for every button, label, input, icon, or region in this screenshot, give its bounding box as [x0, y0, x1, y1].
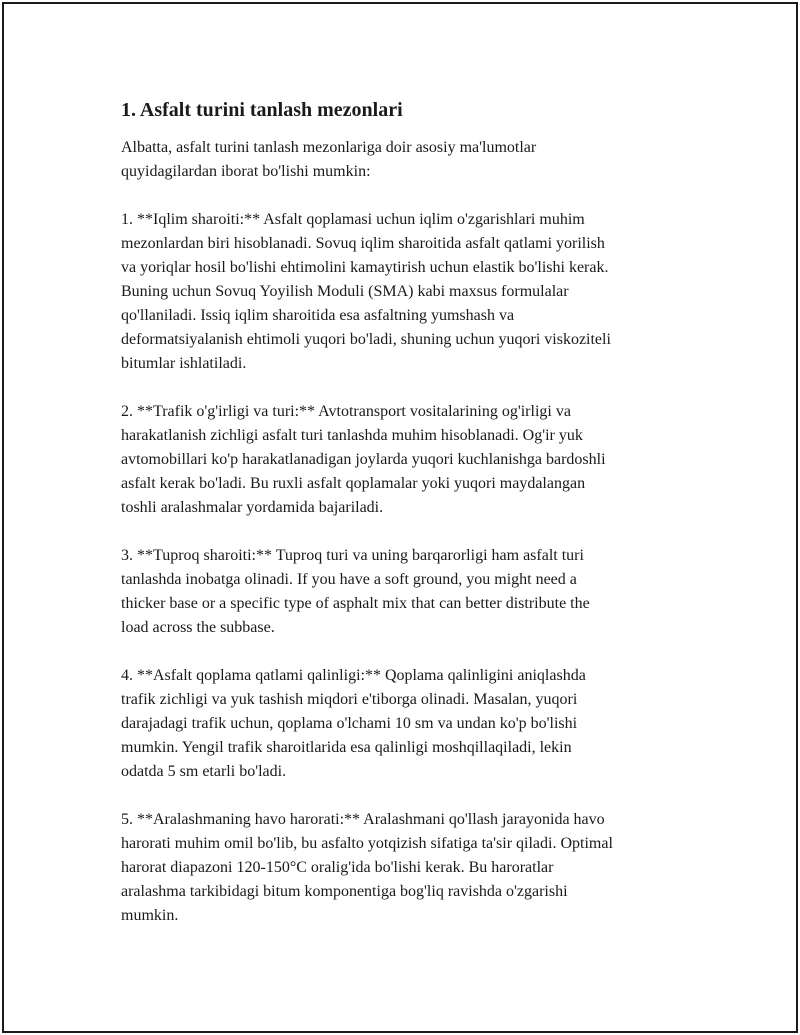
- criterion-thickness: 4. **Asfalt qoplama qatlami qalinligi:** Qoplama qalinligini aniqlashda trafik zichligi va yuk tashish miqdori e'tiborga olinadi. Masalan, yuqori darajadagi trafik uchun, qoplama o'lchami 10 sm va undan ko'p bo'lishi mumkin. Yengil trafik sharoitlarida esa qalinligi moshqillaqiladi, lekin odatda 5 sm etarli bo'ladi.: [121, 667, 586, 780]
- criterion-climate: 1. **Iqlim sharoiti:** Asfalt qoplamasi uchun iqlim o'zgarishlari muhim mezonlardan biri hisoblanadi. Sovuq iqlim sharoitida asfalt qatlami yorilish va yoriqlar hosil bo'lishi ehtimolini kamaytirish uchun elastik bo'lishi kerak. Buning uchun Sovuq Yoyilish Moduli (SMA) kabi maxsus formulalar qo'llaniladi. Issiq iqlim sharoitida esa asfaltning yumshash va deformatsiyalanish ehtimoli yuqori bo'ladi, shuning uchun yuqori viskoziteli bitumlar ishlatiladi.: [121, 211, 611, 372]
- paragraph-spacer: [121, 184, 701, 208]
- page-title: 1. Asfalt turini tanlash mezonlari: [121, 99, 403, 121]
- page-frame: [2, 2, 798, 1033]
- paragraph-spacer: [121, 520, 701, 544]
- paragraph-spacer: [121, 784, 701, 808]
- paragraph-spacer: [121, 376, 701, 400]
- intro-paragraph: Albatta, asfalt turini tanlash mezonlariga doir asosiy ma'lumotlar quyidagilardan iborat bo'lishi mumkin:: [121, 139, 537, 180]
- criterion-temperature: 5. **Aralashmaning havo harorati:** Aralashmani qo'llash jarayonida havo harorati muhim omil bo'lib, bu asfalto yotqizish sifatiga ta'sir qiladi. Optimal harorat diapazoni 120-150°C oralig'ida bo'lishi kerak. Bu haroratlar aralashma tarkibidagi bitum komponentiga bog'liq ravishda o'zgarishi mumkin.: [121, 811, 613, 924]
- paragraph-spacer: [121, 640, 701, 664]
- criterion-soil: 3. **Tuproq sharoiti:** Tuproq turi va uning barqarorligi ham asfalt turi tanlashda inobatga olinadi. If you have a soft ground, you might need a thicker base or a specific type of asphalt mix that can better distribute the load across the subbase.: [121, 547, 590, 636]
- document-body: [121, 98, 701, 928]
- criterion-traffic: 2. **Trafik o'g'irligi va turi:** Avtotransport vositalarining og'irligi va harakatlanish zichligi asfalt turi tanlashda muhim hisoblanadi. Og'ir yuk avtomobillari ko'p harakatlanadigan joylarda yuqori kuchlanishga bardoshli asfalt kerak bo'ladi. Bu ruxli asfalt qoplamalar yoki yuqori maydalangan toshli aralashmalar yordamida bajariladi.: [121, 403, 606, 516]
